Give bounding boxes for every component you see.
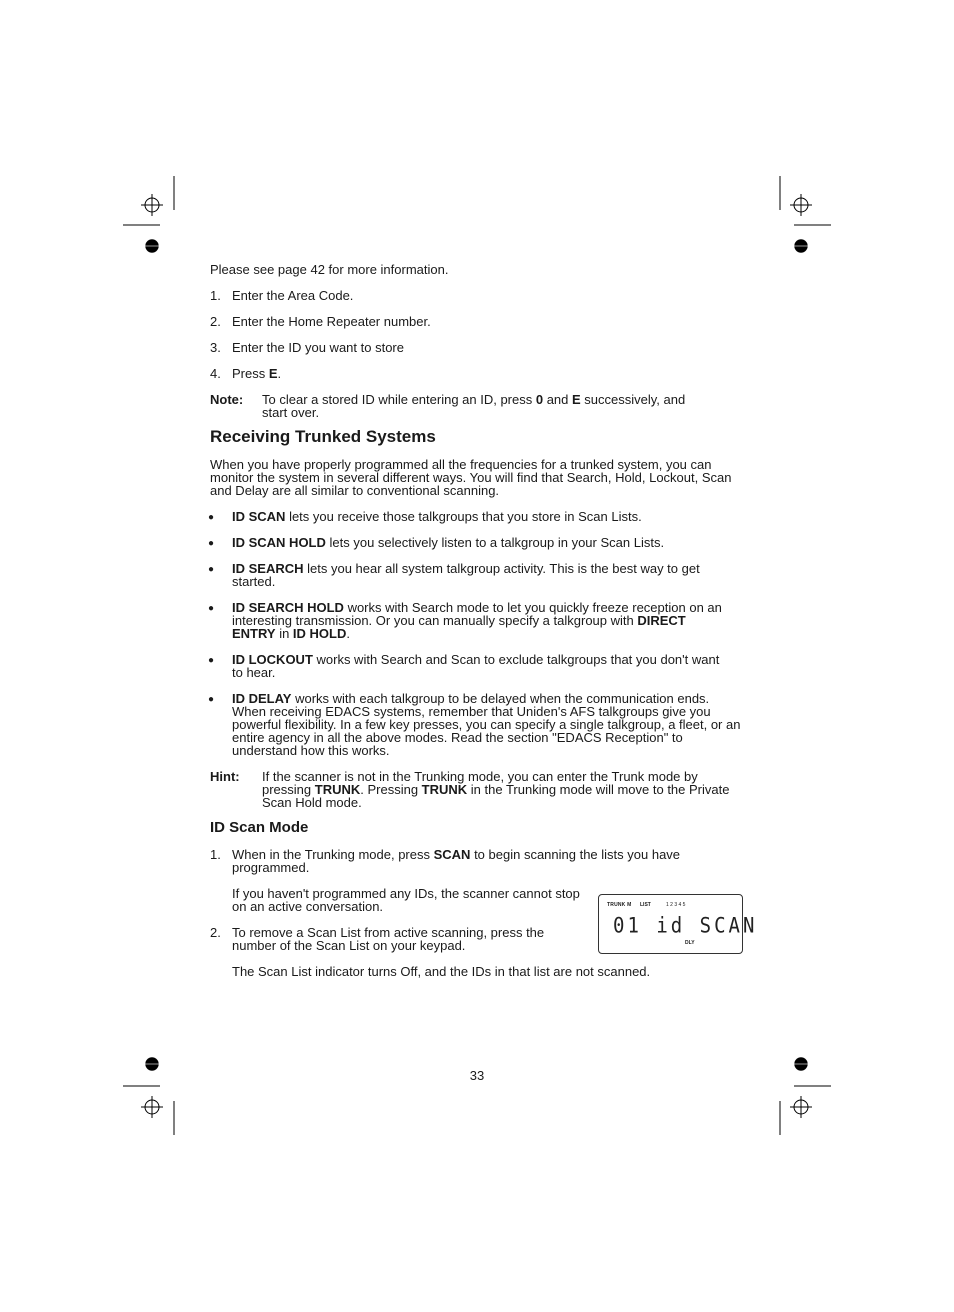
bullet-text-id-lockout: to hear. bbox=[232, 665, 276, 680]
bullet-text-id-search-hold: ENTRY in ID HOLD. bbox=[232, 626, 350, 641]
bullet-text-id-delay: ID DELAY works with each talkgroup to be delayed when the communication ends. bbox=[232, 691, 710, 706]
note-text: To clear a stored ID while entering an ID, press 0 and E successively, and bbox=[262, 392, 686, 407]
lcd-list-indicator: LIST bbox=[640, 902, 651, 908]
section-intro-line: When you have properly programmed all the frequencies for a trunked system, you can bbox=[210, 457, 712, 472]
step-text: To remove a Scan List from active scanning, press the bbox=[232, 925, 545, 940]
bullet-text-id-search-hold: interesting transmission. Or you can manually specify a talkgroup with DIRECT bbox=[232, 613, 686, 628]
note-text: start over. bbox=[262, 405, 320, 420]
hint-text: Scan Hold mode. bbox=[262, 795, 362, 810]
step-text: When in the Trunking mode, press SCAN to begin scanning the lists you have bbox=[232, 847, 681, 862]
bullet-text-id-delay: powerful flexibility. In a few key presses, you can specify a single talkgroup, a fleet, or an bbox=[232, 717, 741, 732]
bullet-icon: ● bbox=[208, 603, 215, 614]
step-number: 2. bbox=[210, 314, 221, 329]
step-text: Press E. bbox=[232, 366, 282, 381]
step-text: If you haven't programmed any IDs, the scanner cannot stop bbox=[232, 886, 580, 901]
step-number: 2. bbox=[210, 925, 221, 940]
bullet-icon: ● bbox=[208, 694, 215, 705]
bullet-text-id-search: started. bbox=[232, 574, 276, 589]
step-text: Enter the ID you want to store bbox=[232, 340, 404, 355]
step-text: on an active conversation. bbox=[232, 899, 384, 914]
step-number: 3. bbox=[210, 340, 221, 355]
bullet-text-id-delay: entire agency in all the above modes. Read the section "EDACS Reception" to bbox=[232, 730, 683, 745]
bullet-text-id-scan-hold: ID SCAN HOLD lets you selectively listen to a talkgroup in your Scan Lists. bbox=[232, 535, 665, 550]
step-number: 1. bbox=[210, 847, 221, 862]
step-number: 4. bbox=[210, 366, 221, 381]
hint-text: pressing TRUNK. Pressing TRUNK in the Trunking mode will move to the Private bbox=[262, 782, 730, 797]
section-intro-line: and Delay are all similar to conventional scanning. bbox=[210, 483, 500, 498]
step-text: The Scan List indicator turns Off, and the IDs in that list are not scanned. bbox=[232, 964, 651, 979]
lcd-trunk-indicator: TRUNK M bbox=[607, 902, 632, 908]
step-text: number of the Scan List on your keypad. bbox=[232, 938, 466, 953]
hint-text: If the scanner is not in the Trunking mode, you can enter the Trunk mode by bbox=[262, 769, 698, 784]
section-title: Receiving Trunked Systems bbox=[210, 427, 436, 446]
step-text: Enter the Home Repeater number. bbox=[232, 314, 431, 329]
step-text: Enter the Area Code. bbox=[232, 288, 354, 303]
step-number: 1. bbox=[210, 288, 221, 303]
bullet-icon: ● bbox=[208, 564, 215, 575]
hint-label: Hint: bbox=[210, 769, 240, 784]
lcd-delay-indicator: DLY bbox=[685, 940, 695, 946]
bullet-text-id-search-hold: ID SEARCH HOLD works with Search mode to let you quickly freeze reception on an bbox=[232, 600, 722, 615]
page-number: 33 bbox=[469, 1068, 485, 1083]
bullet-icon: ● bbox=[208, 512, 215, 523]
step-text: programmed. bbox=[232, 860, 310, 875]
bullet-text-id-delay: When receiving EDACS systems, remember that Uniden's AFS talkgroups give you bbox=[232, 704, 711, 719]
bullet-icon: ● bbox=[208, 655, 215, 666]
bullet-text-id-search: ID SEARCH lets you hear all system talkgroup activity. This is the best way to get bbox=[232, 561, 700, 576]
lcd-list-digits: 1 2 3 4 5 bbox=[666, 902, 686, 908]
intro-text: Please see page 42 for more information. bbox=[210, 262, 449, 277]
bullet-text-id-scan: ID SCAN lets you receive those talkgroups that you store in Scan Lists. bbox=[232, 509, 642, 524]
bullet-text-id-lockout: ID LOCKOUT works with Search and Scan to exclude talkgroups that you don't want bbox=[232, 652, 720, 667]
section-intro-line: monitor the system in several different ways. You will find that Search, Hold, Lockout, Scan bbox=[210, 470, 732, 485]
bullet-icon: ● bbox=[208, 538, 215, 549]
lcd-main-text: 01 id SCAN bbox=[613, 913, 758, 939]
note-label: Note: bbox=[210, 392, 244, 407]
bullet-text-id-delay: understand how this works. bbox=[232, 743, 390, 758]
subsection-title: ID Scan Mode bbox=[210, 819, 309, 836]
lcd-display bbox=[598, 894, 758, 954]
